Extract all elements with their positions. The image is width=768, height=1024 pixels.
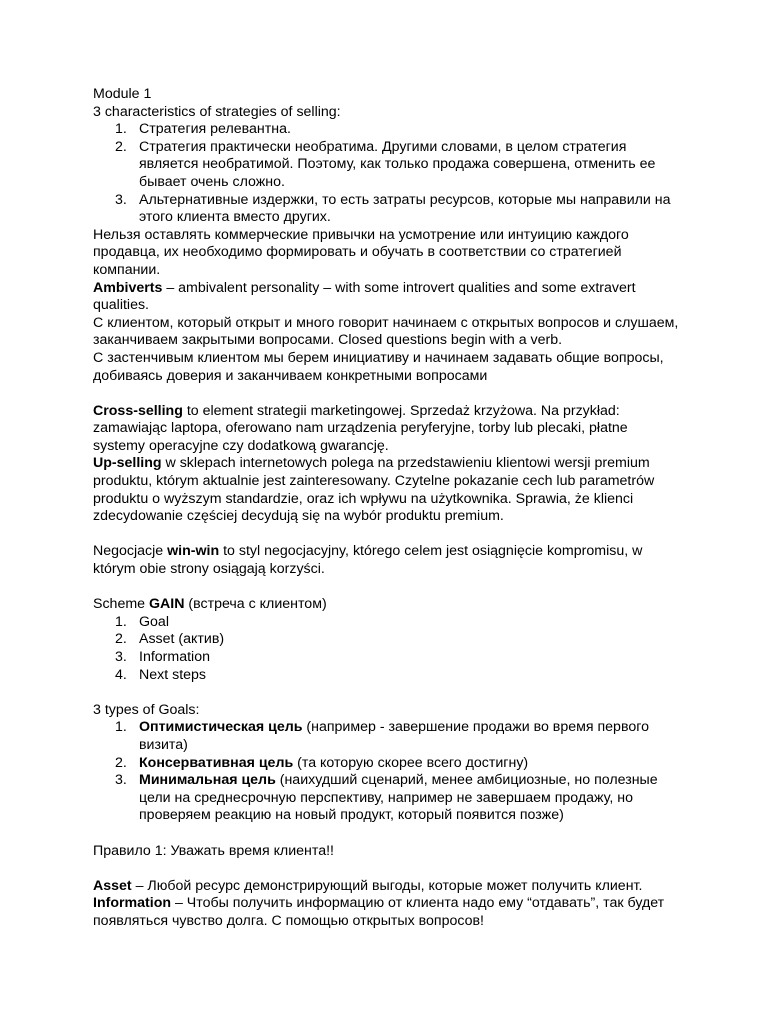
list-item-text: Стратегия релевантна. (139, 121, 291, 138)
goal-text: (та которую скорее всего достигну) (293, 754, 529, 771)
spacer (93, 385, 683, 403)
list-item (93, 192, 683, 227)
scheme-prefix: Scheme (93, 596, 149, 613)
list-number: 1. (115, 719, 127, 736)
scheme-text: (встреча с клиентом) (184, 596, 327, 613)
win-win-paragraph (93, 543, 683, 578)
list-item-text: Альтернативные издержки, то есть затраты ресурсов, которые мы направили на этого клиента вместо других. (139, 191, 671, 226)
ambiverts-term: Ambiverts (93, 279, 163, 296)
goals-list (93, 719, 683, 825)
goals-heading: 3 types of Goals: (93, 701, 200, 718)
list-number: 2. (115, 631, 127, 648)
list-item-text: Next steps (139, 666, 207, 683)
scheme-list (93, 614, 683, 684)
spacer (93, 526, 683, 544)
win-win-text: to styl negocjacyjny, którego celem jest osiągnięcie kompromisu, w którym obie strony osiągają korzyści. (93, 543, 643, 578)
win-win-term: win-win (167, 543, 220, 560)
characteristics-list (93, 121, 683, 227)
list-item-text: Information (139, 649, 210, 665)
list-number: 3. (115, 649, 127, 665)
up-selling-text: w sklepach internetowych polega na przedstawieniu klientowi wersji premium produktu, którym aktualnie jest zainteresowany. Czytelne pokazanie cech lub parametrów produktu o wyższym standardzie, oraz ich wpływu na użytkownika. Sprawia, że klienci zdecydowanie częściej decydują się na wybór produktu premium. (93, 455, 655, 525)
characteristics-heading: 3 characteristics of strategies of selling: (93, 103, 341, 120)
information-text: – Чтобы получить информацию от клиента надо ему “отдавать”, так будет появляться чувство долга. С помощью открытых вопросов! (93, 895, 665, 929)
habits-paragraph: Нельзя оставлять коммерческие привычки на усмотрение или интуицию каждого продавца, их необходимо формировать и обучать в соответствии со стратегией компании. (93, 226, 629, 278)
ambiverts-paragraph (93, 280, 683, 315)
win-win-prefix: Negocjacje (93, 543, 168, 560)
list-number: 2. (115, 138, 127, 155)
list-item (93, 631, 683, 649)
list-item (93, 667, 683, 685)
information-paragraph (93, 895, 683, 930)
goal-text: (наихудший сценарий, менее амбициозные, но полезные цели на среднесрочную перспективу, например не завершаем продажу, но проверяем реакцию на новый продукт, который появится позже) (139, 772, 658, 824)
spacer (93, 684, 683, 702)
asset-term: Asset (93, 877, 132, 894)
list-number: 3. (115, 191, 127, 208)
scheme-term: GAIN (149, 596, 185, 613)
rule-paragraph: Правило 1: Уважать время клиента!! (93, 842, 334, 859)
list-number: 4. (115, 666, 127, 683)
list-item (93, 121, 683, 139)
shy-client-paragraph: С застенчивым клиентом мы берем инициативу и начинаем задавать общие вопросы, добиваясь доверия и заканчиваем конкретными вопросами (93, 349, 664, 384)
module-title: Module 1 (93, 86, 152, 102)
document-page (93, 86, 683, 931)
list-item (93, 772, 683, 825)
list-item-text: Стратегия практически необратима. Другими словами, в целом стратегия является необратимой. Поэтому, как только продажа совершена, отменить ее бывает очень сложно. (139, 138, 656, 190)
goal-term: Оптимистическая цель (139, 719, 303, 736)
list-item (93, 755, 683, 773)
list-number: 3. (115, 772, 127, 789)
scheme-heading (93, 596, 683, 614)
list-item-text: Goal (139, 613, 169, 630)
spacer (93, 579, 683, 597)
list-item (93, 649, 683, 667)
spacer (93, 825, 683, 843)
information-term: Information (93, 895, 172, 912)
asset-text: – Любой ресурс демонстрирующий выгоды, которые может получить клиент. (131, 877, 643, 894)
list-item-text: Asset (актив) (139, 631, 225, 648)
goal-term: Консервативная цель (139, 754, 294, 771)
up-selling-term: Up-selling (93, 455, 162, 472)
list-item (93, 614, 683, 632)
cross-selling-text: to element strategii marketingowej. Sprzedaż krzyżowa. Na przykład: zamawiając laptopa, oferowano nam urządzenia peryferyjne, torby lub plecaki, płatne systemy operacyjne czy dodatkową gwarancję. (93, 402, 628, 454)
open-client-paragraph: С клиентом, который открыт и много говорит начинаем с открытых вопросов и слушаем, заканчиваем закрытыми вопросами. Closed questions begin with a verb. (93, 314, 679, 349)
spacer (93, 860, 683, 878)
goal-text: (например - завершение продажи во время первого визита) (139, 719, 649, 753)
asset-paragraph (93, 878, 683, 896)
list-number: 1. (115, 121, 127, 138)
cross-selling-paragraph (93, 403, 683, 456)
list-item (93, 719, 683, 754)
ambiverts-text: – ambivalent personality – with some introvert qualities and some extravert qualities. (93, 279, 636, 314)
list-number: 1. (115, 613, 127, 630)
cross-selling-term: Cross-selling (93, 402, 183, 419)
up-selling-paragraph (93, 455, 683, 525)
list-item (93, 139, 683, 192)
goal-term: Минимальная цель (139, 772, 276, 789)
list-number: 2. (115, 754, 127, 771)
